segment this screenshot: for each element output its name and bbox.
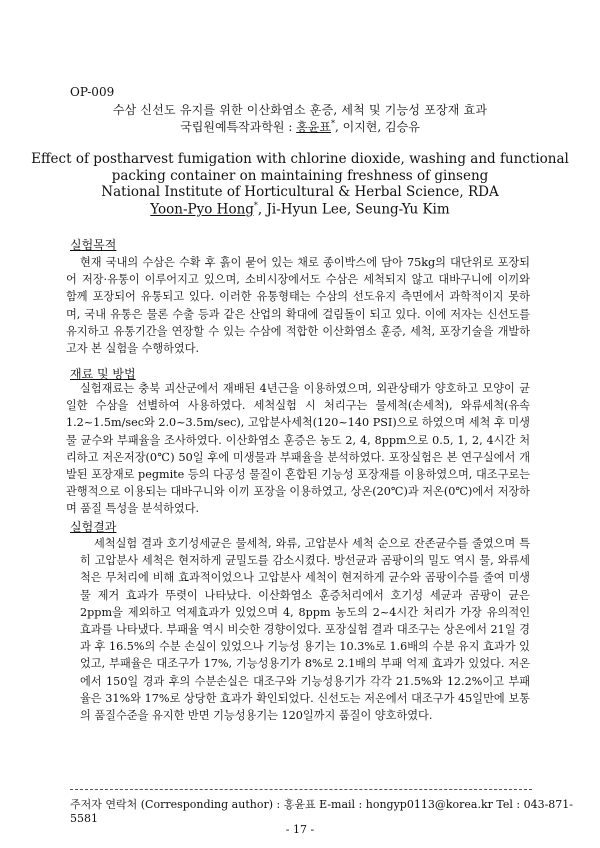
english-authors [0,201,600,218]
korean-author-mark: * [330,119,335,128]
korean-institute: 국립원예특작과학원 : [180,120,297,134]
results-heading: 실험결과 [70,520,117,534]
english-title-line2: packing container on maintaining freshness of ginseng [111,168,489,184]
english-main-author: Yoon-Pyo Hong [150,201,254,218]
korean-title: 수삼 신선도 유지를 위한 이산화염소 훈증, 세척 및 기능성 포장재 효과 [112,103,488,117]
abstract-code: OP-009 [70,85,115,99]
english-author-mark: * [253,201,258,210]
english-institute: National Institute of Horticultural & Herbal Science, RDA [101,184,499,200]
corresponding-author: 주저자 연락처 (Corresponding author) : 홍윤표 E-mail : hongyp0113@korea.kr Tel : 043-871-5581 [70,798,573,825]
korean-main-author: 홍윤표 [296,120,331,134]
korean-coauthors: , 이지현, 김승유 [334,120,420,134]
page-number: - 17 - [285,823,315,836]
purpose-heading: 실험목적 [70,238,117,252]
methods-heading: 재료 및 방법 [70,367,136,381]
results-text: 세척실험 결과 호기성세균은 물세척, 와류, 고압분사 세척 순으로 잔존균수를 줄였으며 특히 고압분사 세척은 현저하게 균밀도를 감소시켰다. 방선균과 곰팡이의 밀도 역시 물, 와류세척은 무처리에 비해 효과적이었으나 고압분사 세척이 현저하게 균수와 곰팡이수를 줄여 미생물 제거 효과가 뚜렷이 나타났다. 이산화염소 훈증처리에서 호기성 세균과 곰팡이 균은 2ppm을 제외하고 억제효과가 있었으며 4, 8ppm 농도의 2~4시간 처리가 가장 유의적인 효과를 나타냈다. 부패율 역시 비슷한 경향이었다. 포장실험 결과 대조구는 상온에서 21일 경과 후 16.5%의 수분 손실이 있었으나 기능성 용기는 10.3%로 1.6배의 수분 유지 효과가 있었고, 부패율은 대조구가 17%, 기능성용기가 8%로 2.1배의 부패 억제 효과가 있었다. 저온에서 150일 경과 후의 수분손실은 대조구와 기능성용기가 각각 21.5%와 12.2%이고 부패율은 31%와 17%로 상당한 효과가 확인되었다. 신선도는 저온에서 대조구가 45일만에 보통의 품질수준을 유지한 반면 기능성용기는 120일까지 품질이 양호하였다. [80,537,530,723]
english-coauthors: , Ji-Hyun Lee, Seung-Yu Kim [257,201,450,218]
purpose-text: 현재 국내의 수삼은 수확 후 흙이 묻어 있는 채로 종이박스에 담아 75kg의 대단위로 포장되어 저장·유통이 이루어지고 있으며, 소비시장에서도 수삼은 세척되지 않고 대바구니에 이끼와 함께 포장되어 유통되고 있다. 이러한 유통형태는 수삼의 선도유지 측면에서 과학적이지 못하며, 국내 유통은 물론 수출 등과 같은 산업의 확대에 걸림돌이 되고 있다. 이에 저자는 신선도를 유지하고 유통기간을 연장할 수 있는 수삼에 적합한 이산화염소 훈증, 세척, 포장기술을 개발하고자 본 실험을 수행하였다. [66,256,530,356]
methods-text: 실험재료는 충북 괴산군에서 재배된 4년근을 이용하였으며, 외관상태가 양호하고 모양이 균일한 수삼을 선별하여 사용하였다. 세척실험 시 처리구는 물세척(손세척), 와류세척(유속 1.2~1.5m/sec와 2.0~3.5m/sec), 고압분사세척(120~140 PSI)으로 하였으며 세척 후 미생물 균수와 부패율을 조사하였다. 이산화염소 훈증은 농도 2, 4, 8ppm으로 0.5, 1, 2, 4시간 처리하고 저온저장(0℃) 50일 후에 미생물과 부패율을 분석하였다. 포장실험은 본 연구실에서 개발된 포장재로 pegmite 등의 다공성 물질이 혼합된 기능성 포장재를 이용하였으며, 대조구로는 관행적으로 이용되는 대바구니와 이끼 포장을 이용하였고, 상온(20℃)과 저온(0℃)에서 저장하며 품질 특성을 분석하였다. [66,382,530,516]
english-title [0,151,600,185]
english-title-line1: Effect of postharvest fumigation with chlorine dioxide, washing and functional [31,151,569,167]
footnote-divider [70,789,532,790]
korean-affiliation [0,118,600,135]
